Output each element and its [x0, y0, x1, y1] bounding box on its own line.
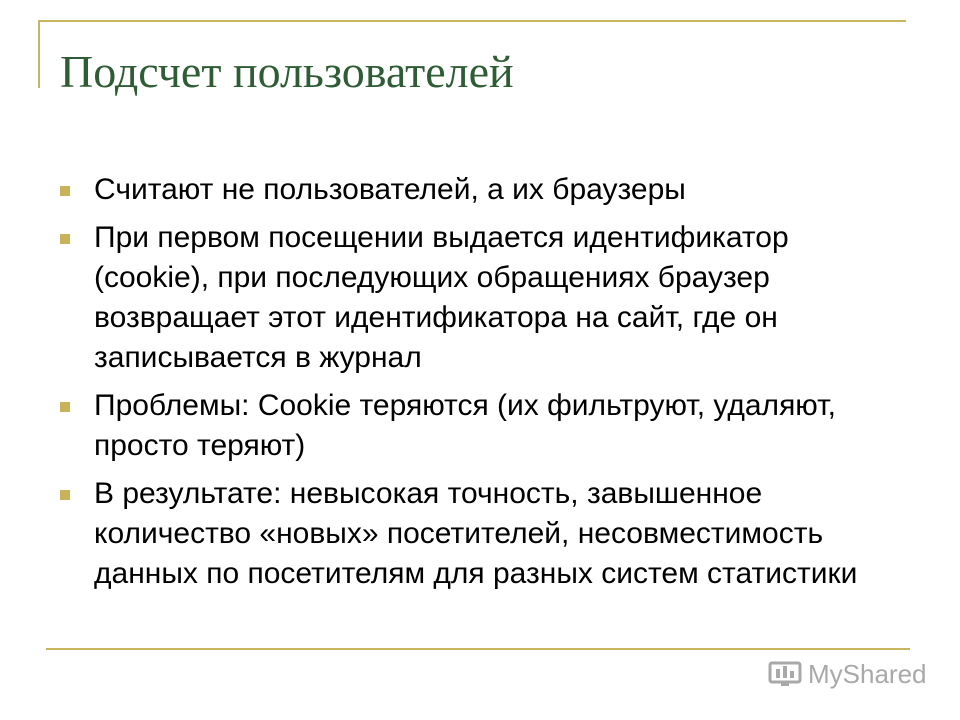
bullet-item [60, 218, 880, 378]
myshared-logo-icon [768, 660, 802, 688]
bullet-list [60, 170, 880, 602]
square-bullet-icon [60, 186, 70, 196]
square-bullet-icon [60, 490, 70, 500]
top-rule [38, 20, 906, 22]
square-bullet-icon [60, 402, 70, 412]
left-rule [38, 20, 40, 88]
bullet-item [60, 170, 880, 210]
watermark-text: MyShared [808, 659, 927, 689]
bullet-text: При первом посещении выдается идентификатор (cookie), при последующих обращениях браузер возвращает этот идентификатора на сайт, где он записывается в журнал [94, 221, 789, 374]
square-bullet-icon [60, 234, 70, 244]
bullet-item [60, 474, 880, 594]
bottom-rule [46, 648, 910, 650]
bullet-text: В результате: невысокая точность, завышенное количество «новых» посетителей, несовместимость данных по посетителям для разных систем статистики [94, 477, 858, 590]
myshared-watermark [768, 658, 927, 690]
slide-title: Подсчет пользователей [60, 46, 514, 97]
bullet-text: Проблемы: Cookie теряются (их фильтруют, удаляют, просто теряют) [94, 389, 836, 462]
bullet-text: Считают не пользователей, а их браузеры [94, 173, 686, 206]
bullet-item [60, 386, 880, 466]
